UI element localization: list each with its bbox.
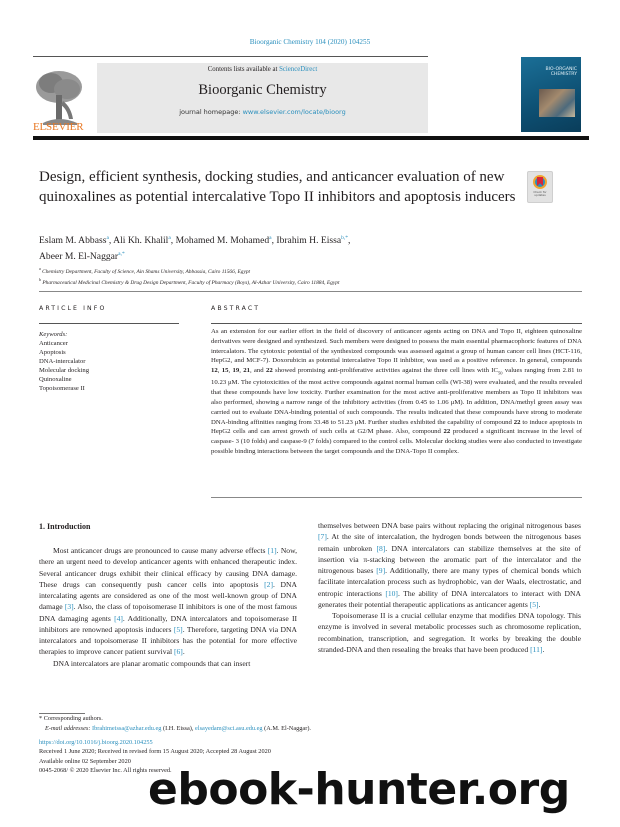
affil-text: Chemistry Department, Faculty of Science, Ain Shams University, Abbassia, Cairo 11566, Egypt — [42, 268, 251, 275]
abstract-segment: values ranging from 2.81 to 10.23 μM. The cytotoxicities of the most active compounds against normal human cells (WI-38) were evaluated, and the results revealed that these compounds have low toxicity. Further examination for the most active anti-proliferative members as Topo II inhibitors was also performed, showing a narrow range of the inhibitory activities (from 0.45 to 1.06 μM). In addition, DNA/methyl green assay was carried out to evaluate DNA-binding potential of such compounds. The results indicated that these compounds have strong to moderate DNA-binding affinities ranging from 33.48 to 51.23 μM. Further studies exhibited the capability of compound — [211, 367, 583, 426]
abstract-rule — [211, 323, 582, 324]
intro-paragraph-2: DNA intercalators are planar aromatic compounds that can insert — [53, 658, 251, 668]
citation-link[interactable]: [5] — [529, 599, 539, 609]
article-info-heading: ARTICLE INFO — [39, 305, 107, 312]
paragraph-text: . The ability of DNA intercalators to interact with DNA generates their potential therapeutic applications as anticancer agents — [318, 588, 581, 609]
citation-link[interactable]: [4] — [114, 613, 123, 623]
paragraph-text: Most anticancer drugs are pronounced to cause many adverse effects — [53, 546, 268, 555]
citation-link[interactable]: [7] — [318, 532, 327, 542]
email-label: E-mail addresses: — [45, 724, 92, 732]
cover-title-line1: BIO-ORGANIC — [545, 67, 577, 72]
abstract-bottom-rule — [211, 497, 582, 498]
paragraph-text: Topoisomerase II is a crucial cellular enzyme that modifies DNA topology. This enzyme is involved in several metabolic processes such as chromosome replication, recombination, transcription, and segregation. It works by breaking the double stranded-DNA and then resealing the breaks that have been produced — [318, 611, 581, 654]
affil-marker: a — [39, 266, 41, 271]
contents-available-line — [97, 66, 428, 73]
affil-text: Pharmaceutical Medicinal Chemistry & Drug Design Department, Faculty of Pharmacy (Boys), Al-Azhar University, Cairo 11884, Egypt — [42, 279, 340, 286]
paragraph-text: . — [538, 599, 541, 609]
sciencedirect-link[interactable]: ScienceDirect — [279, 66, 318, 73]
keyword: Quinoxaline — [39, 376, 72, 383]
citation-link[interactable]: [8] — [376, 543, 386, 553]
running-head[interactable]: Bioorganic Chemistry 104 (2020) 104255 — [249, 38, 371, 46]
compound-number: 15 — [221, 367, 229, 375]
contents-prefix: Contents lists available at — [207, 66, 280, 73]
author-name[interactable]: Ali Kh. Khalil — [113, 235, 169, 246]
email-addresses-line — [39, 724, 579, 734]
abstract-heading: ABSTRACT — [211, 305, 261, 312]
paragraph-text: . — [182, 647, 185, 657]
paragraph-text: . Also, the class of topoisomerase II inhibitors is one of the most famous DNA damaging agents — [39, 602, 297, 623]
check-updates-label — [528, 191, 552, 197]
keyword: Anticancer — [39, 340, 68, 347]
footnotes — [39, 714, 579, 733]
author-name[interactable]: Abeer M. El-Naggar — [39, 250, 119, 262]
check-updates-line1: Check for — [533, 190, 547, 194]
abstract-segment: , — [239, 367, 244, 375]
body-column-left — [39, 545, 297, 669]
affiliation-a — [39, 265, 579, 276]
received-dates: Received 1 June 2020; Received in revised form 15 August 2020; Accepted 28 August 2020 — [39, 748, 271, 756]
citation-link[interactable]: [9] — [376, 566, 386, 575]
paragraph-text: . — [542, 644, 545, 654]
intro-paragraph-1 — [39, 545, 297, 658]
author-affil-marker[interactable]: b,* — [341, 235, 348, 241]
elsevier-wordmark: ELSEVIER — [33, 121, 84, 133]
journal-homepage-link[interactable]: www.elsevier.com/locate/bioorg — [242, 108, 346, 116]
article-title: Design, efficient synthesis, docking studies, and anticancer evaluation of new quinoxalines as potential intercalative Topo II inhibitors and apoptosis inducers — [39, 169, 516, 205]
journal-homepage-line — [97, 108, 428, 116]
ic50-subscript: 50 — [498, 370, 503, 376]
paragraph-text: . Therefore, targeting DNA via DNA intercalators and topoisomerase II inhibitors has the potential for more effective therapies to improve cancer patient survival — [39, 624, 298, 657]
compound-number: 22 — [265, 367, 273, 375]
email-owner: (I.H. Eissa), — [161, 724, 196, 732]
paragraph-text: . DNA intercalators can stabilize themselves at the site of insertion via π-stacking between the aromatic part of the intercalator and the nitrogenous bases — [318, 543, 581, 575]
article-info-rule — [39, 323, 179, 324]
author-affil-marker[interactable]: a — [168, 235, 171, 241]
compound-number: 19 — [232, 367, 240, 375]
citation-link[interactable]: [6] — [173, 647, 183, 657]
email-owner: (A.M. El-Naggar). — [262, 724, 311, 732]
intro-paragraph-2-continued — [318, 520, 581, 610]
paragraph-text: . Now, there an urgent need to develop anticancer agents with enhanced therapeutic index. Several anticancer drugs exhibit their clinical efficacy by causing DNA damage. These drugs can consequently push cancer cells into apoptosis — [39, 546, 297, 589]
author-name[interactable]: Eslam M. Abbass — [39, 235, 107, 246]
compound-number: 22 — [443, 428, 451, 436]
paragraph-text: . At the site of intercalation, the hydrogen bonds between the nitrogenous bases remain unbroken — [318, 532, 581, 553]
author-list: Eslam M. Abbass$^a$, Ali Kh. Khalil$^a$, Mohamed M. Mohamed$^a$, Ibrahim H. Eissa$^{b,*}$, Abeer M. El-Naggar$^{a,*}$ — [39, 235, 351, 262]
copyright-line: 0045-2068/ © 2020 Elsevier Inc. All rights reserved. — [39, 766, 172, 774]
masthead-center-panel — [97, 63, 428, 133]
author-affil-marker[interactable]: a,* — [118, 250, 125, 257]
cover-title-line2: CHEMISTRY — [550, 72, 577, 77]
masthead-top-rule — [33, 56, 428, 57]
citation-link[interactable]: [5] — [173, 624, 183, 634]
watermark-overlay: ebook-hunter.org — [148, 764, 570, 815]
compound-number: 12 — [211, 367, 218, 375]
abstract-segment: As an extension for our earlier effort in the field of discovery of anticancer agents acting on DNA and Topo II, eighteen quinoxaline derivatives were designed and synthesized. Such members were designed to possess the main essential pharmacophoric features of DNA intercalators. The cytotoxic potential of the synthesized compounds was assessed against a group of human cancer cell lines (HCT-116, HepG2, and MCF-7). Doxorubicin as potential intercalative Topo II inhibitor, was used as a positive reference. In general, compounds — [211, 328, 582, 365]
author-name[interactable]: Mohamed M. Mohamed — [175, 235, 270, 246]
keyword: Molecular docking — [39, 367, 89, 374]
paragraph-text: . Additionally, DNA intercalators and topoisomerase II inhibitors are renowned apoptosis inducers — [39, 613, 297, 634]
section-divider — [39, 291, 582, 292]
keyword: Topoisomerase II — [39, 385, 85, 392]
citation-link[interactable]: [1] — [267, 546, 277, 555]
author-name[interactable]: Ibrahim H. Eissa — [276, 235, 342, 246]
available-online-date: Available online 02 September 2020 — [39, 757, 131, 765]
abstract-segment: to induce apoptosis in HepG2 cells and can arrest growth of such cells at G2/M phase. Also, compound — [211, 418, 582, 436]
paragraph-text: . Additionally, there are many types of chemical bonds which facilitate intercalation process such as hydrophobic, van der Waals, electrostatic, and entropic interactions — [318, 566, 581, 598]
abstract-segment: , — [228, 367, 233, 375]
affiliations — [39, 265, 579, 287]
masthead-bottom-rule — [33, 136, 589, 140]
abstract-segment: showed promising anti-proliferative activities against the three cell lines with IC — [272, 367, 499, 375]
email-link-elnaggar[interactable]: elsayedam@sci.asu.edu.eg — [195, 724, 263, 732]
journal-masthead — [33, 56, 589, 140]
corresponding-authors-note: * Corresponding authors. — [39, 715, 103, 722]
compound-number: 22 — [513, 418, 521, 426]
abstract-text — [211, 327, 582, 457]
introduction-heading: 1. Introduction — [39, 522, 91, 531]
journal-cover-image[interactable] — [521, 57, 581, 132]
check-for-updates-button[interactable] — [527, 171, 553, 203]
paragraph-text: themselves between DNA base pairs without replacing the original nitrogenous bases — [318, 521, 581, 530]
abstract-segment: , and — [249, 367, 266, 375]
doi-link[interactable]: https://doi.org/10.1016/j.bioorg.2020.104255 — [39, 739, 153, 746]
journal-name: Bioorganic Chemistry — [198, 82, 327, 98]
author-affil-marker[interactable]: a — [269, 235, 272, 241]
title-block — [39, 168, 519, 207]
citation-link[interactable]: [2] — [264, 579, 273, 589]
cover-artwork — [539, 89, 575, 117]
affil-marker: b — [39, 276, 41, 282]
affiliation-b — [39, 276, 579, 287]
check-updates-line2: updates — [534, 193, 546, 198]
citation-link[interactable]: [10] — [385, 588, 398, 598]
body-column-right — [318, 520, 581, 655]
intro-paragraph-3 — [318, 610, 581, 655]
author-affil-marker[interactable]: a — [106, 235, 109, 241]
keywords-list — [39, 330, 179, 393]
email-link-eissa[interactable]: Ibrahimeissa@azhar.edu.eg — [92, 724, 162, 732]
abstract-segment: produced a significant increase in the level of caspase- 3 (10 folds) and caspase-9 (7 folds) compared to the control cells. Molecular docking studies were also conducted to investigate possible binding interactions between the target compounds and the DNA-Topo II complex. — [211, 428, 583, 455]
keyword: Apoptosis — [39, 349, 66, 356]
compound-number: 21 — [243, 367, 250, 375]
paragraph-text: . DNA intercalating agents are considered as one of the most well-known group of DNA damage — [39, 579, 297, 612]
keyword: DNA-intercalator — [39, 358, 86, 365]
cover-title — [545, 67, 577, 77]
keywords-label: Keywords: — [39, 331, 68, 338]
citation-link[interactable]: [11] — [530, 644, 543, 654]
homepage-prefix: journal homepage: — [179, 108, 243, 116]
abstract-segment: , — [217, 367, 222, 375]
citation-link[interactable]: [3] — [64, 602, 74, 612]
